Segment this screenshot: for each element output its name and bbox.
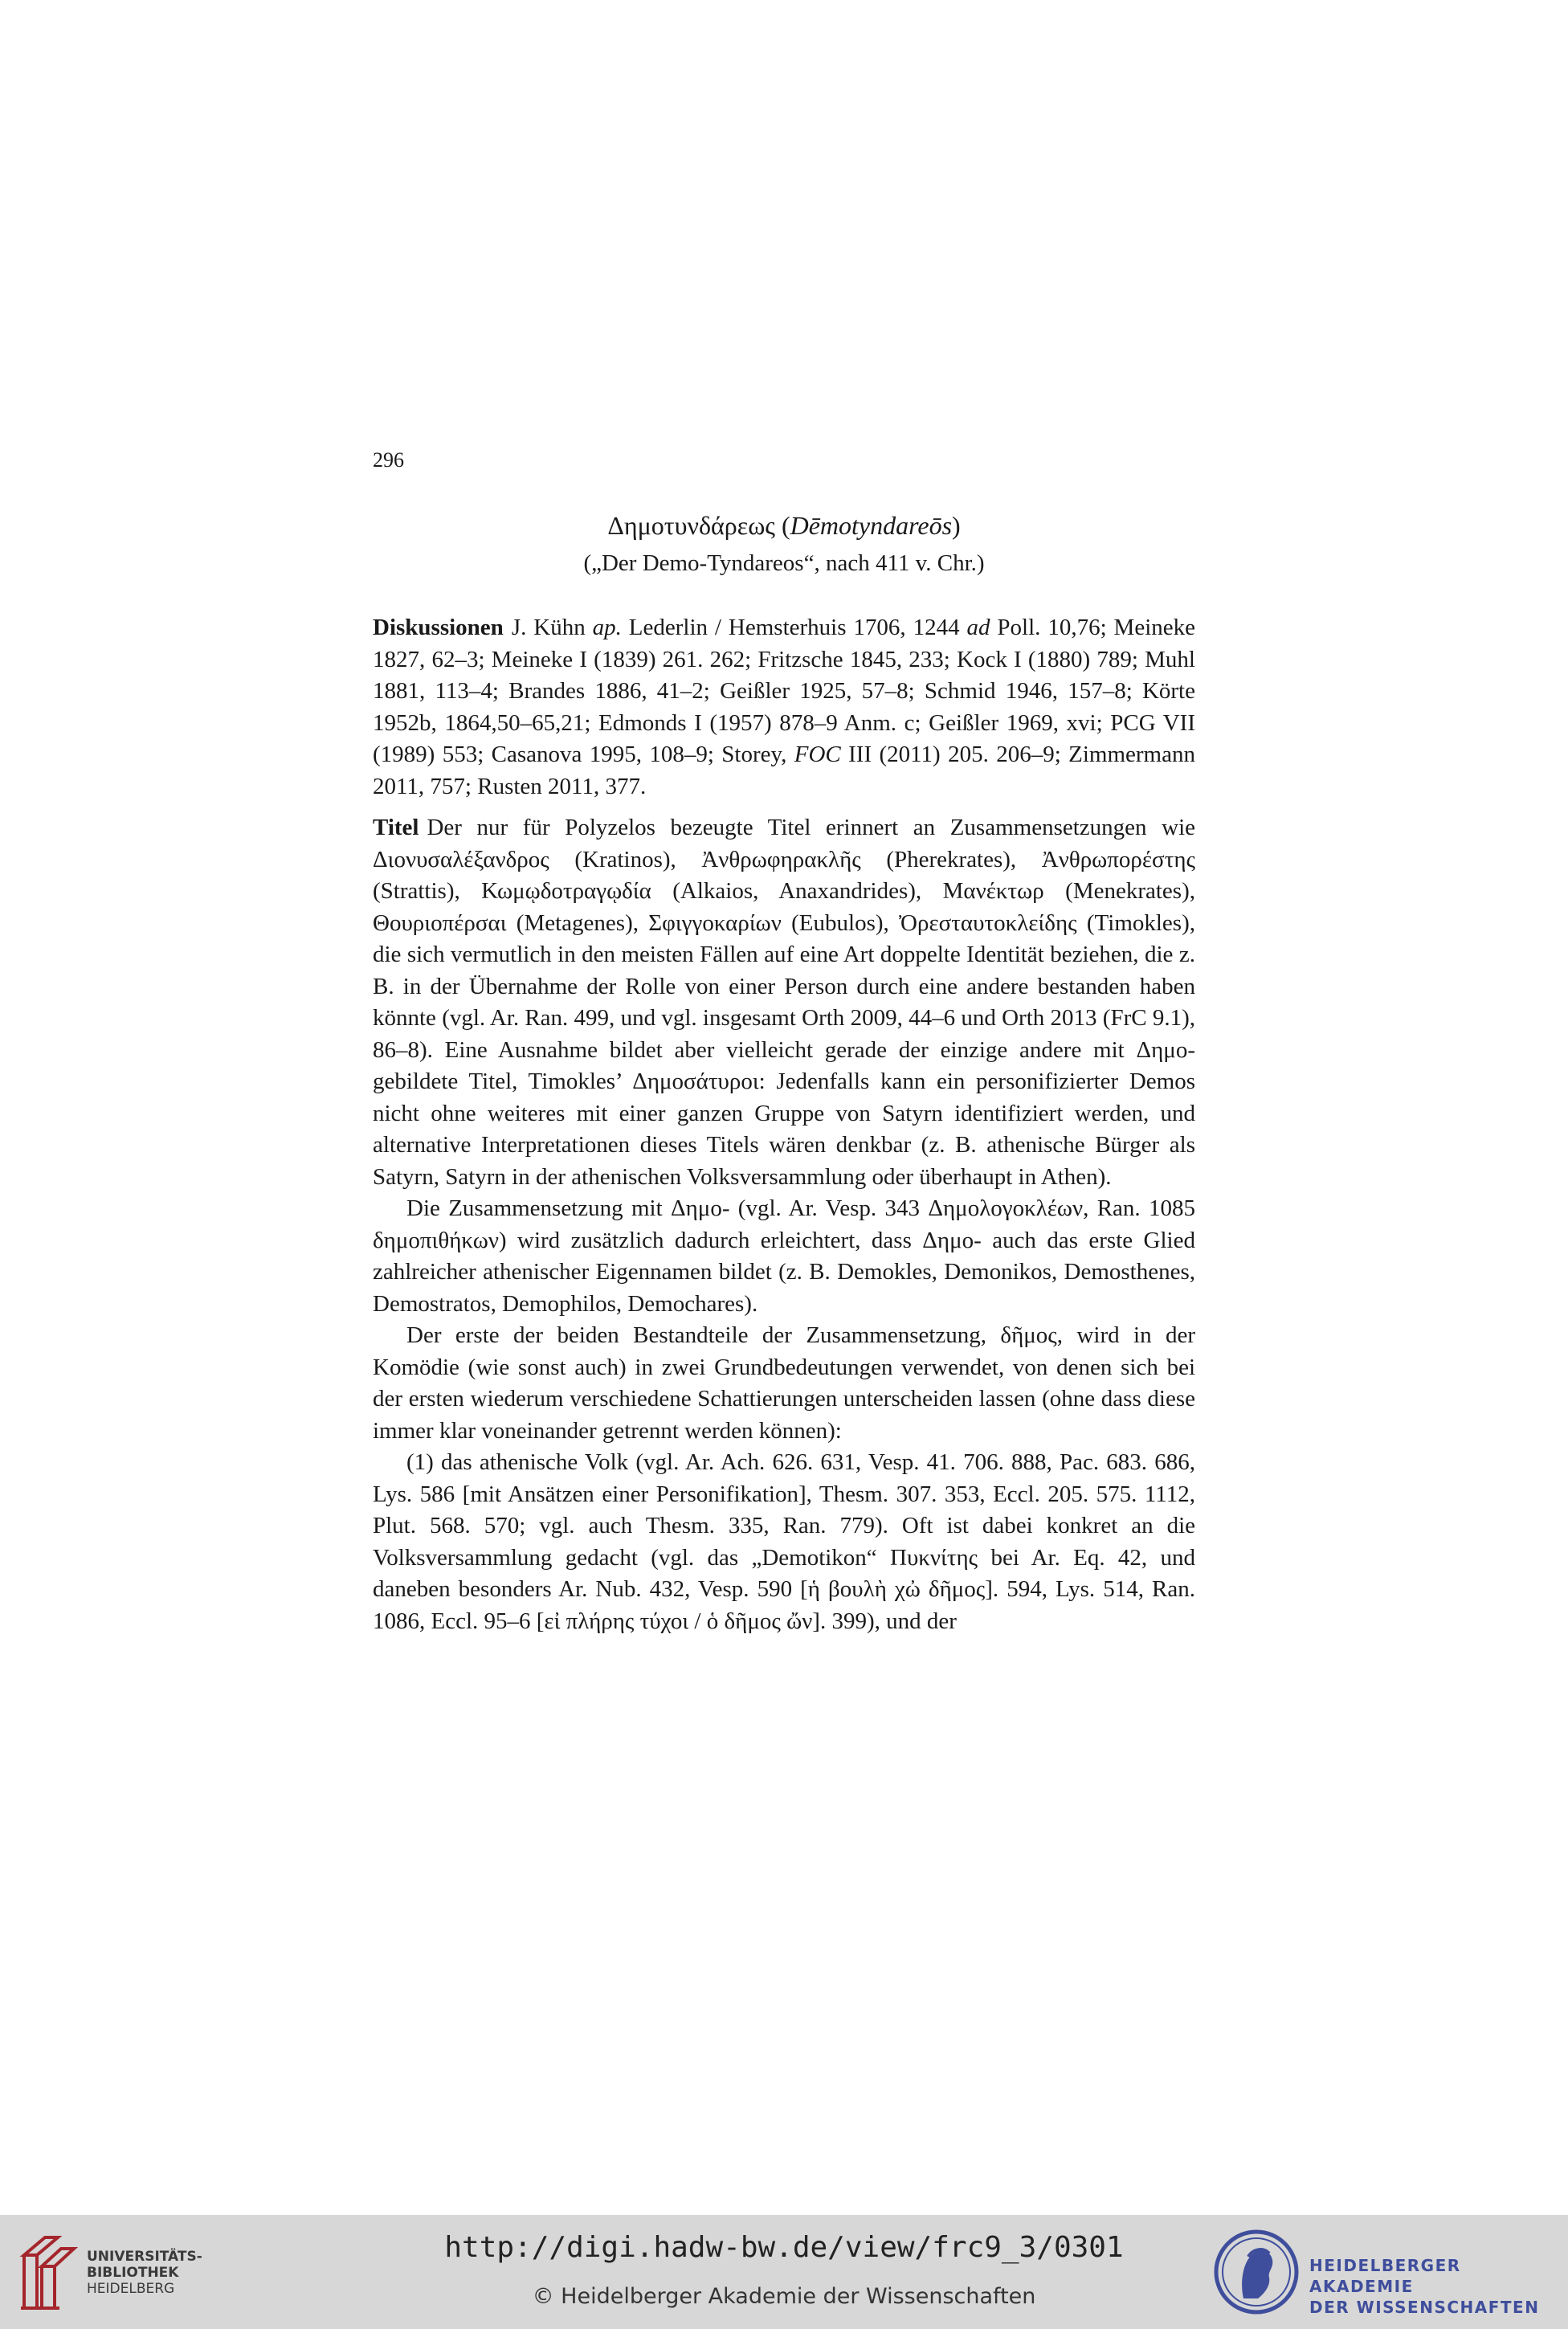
page-number: 296 bbox=[373, 448, 404, 472]
footer-url-link[interactable]: http://digi.hadw-bw.de/view/frc9_3/0301 bbox=[444, 2231, 1124, 2264]
paragraph-4: (1) das athenische Volk (vgl. Ar. Ach. 626. 631, Vesp. 41. 706. 888, Pac. 683. 686, Lys. 586 [mit Ansätzen einer Personifikation], Thesm. 307. 353, Eccl. 205. 575. 1112, Plut. 568. 570; vgl. auch Thesm. 335, Ran. 779). Oft ist dabei konkret an die Volksversammlung gedacht (vgl. das „Demotikon“ Πυκνίτης bei Ar. Eq. 42, und daneben besonders Ar. Nub. 432, Vesp. 590 [ἡ βουλὴ χὠ δῆμος]. 594, Lys. 514, Ran. 1086, Eccl. 95–6 [εἰ πλήρης τύχοι / ὁ δῆμος ὤν]. 399), und der bbox=[373, 1449, 1195, 1634]
title-block bbox=[373, 508, 1195, 580]
ub-line-2: BIBLIOTHEK bbox=[87, 2265, 179, 2281]
footer-copyright: © Heidelberger Akademie der Wissenschaften bbox=[532, 2284, 1036, 2309]
title-greek: Δημοτυνδάρεως bbox=[607, 511, 775, 540]
hadw-line-1: HEIDELBERGER AKADEMIE bbox=[1309, 2256, 1461, 2296]
hadw-logo[interactable] bbox=[1211, 2225, 1557, 2319]
paragraph-3: Der erste der beiden Bestandteile der Zusammensetzung, δῆμος, wird in der Komödie (wie sonst auch) in zwei Grundbedeutungen verwendet, von denen sich bei der ersten wiederum verschiedene Schattierungen unterscheiden lassen (ohne dass diese immer klar voneinander getrennt werden können): bbox=[373, 1322, 1195, 1444]
page-title: Δημοτυνδάρεως (Dēmotyndareōs) bbox=[607, 511, 961, 540]
title-latin: Dēmotyndareōs bbox=[790, 511, 953, 540]
diskussionen-label: Diskussionen bbox=[373, 615, 504, 640]
hadw-seal-icon bbox=[1211, 2225, 1301, 2319]
diskussionen-paragraph: Diskussionen J. Kühn ap. Lederlin / Hemsterhuis 1706, 1244 ad Poll. 10,76; Meineke 1827, 62–3; Meineke I (1839) 261. 262; Fritzsche 1845, 233; Kock I (1880) 789; Muhl 1881, 113–4; Brandes 1886, 41–2; Geißler 1925, 57–8; Schmid 1946, 157–8; Körte 1952b, 1864,50–65,21; Edmonds I (1957) 878–9 Anm. c; Geißler 1969, xvi; PCG VII (1989) 553; Casanova 1995, 108–9; Storey, FOC III (2011) 205. 206–9; Zimmermann 2011, 757; Rusten 2011, 377. bbox=[373, 615, 1196, 799]
footer-bar bbox=[0, 2215, 1568, 2329]
titel-paragraph: Titel Der nur für Polyzelos bezeugte Titel erinnert an Zusammensetzungen wie Διονυσαλέξανδρος (Kratinos), Ἀνθρωφηρακλῆς (Pherekrates), Ἀνθρωπορέστης (Strattis), Κωμῳδοτραγῳδία (Alkaios, Anaxandrides), Μανέκτωρ (Menekrates), Θουριοπέρσαι (Metagenes), Σφιγγοκαρίων (Eubulos), Ὀρεσταυτοκλείδης (Timokles), die sich vermutlich in den meisten Fällen auf eine Art doppelte Identität beziehen, die z. B. in der Übernahme der Rolle von einer Person durch eine andere bestanden haben könnte (vgl. Ar. Ran. 499, und vgl. insgesamt Orth 2009, 44–6 und Orth 2013 (FrC 9.1), 86–8). Eine Ausnahme bildet aber vielleicht gerade der einzige andere mit Δημο- gebildete Titel, Timokles’ Δημοσάτυροι: Jedenfalls kann ein personifizierter Demos nicht ohne weiteres mit einer ganzen Gruppe von Satyrn identifiziert werden, und alternative Interpretationen dieses Titels wären denkbar (z. B. athenische Bürger als Satyrn, Satyrn in der athenischen Volksversammlung oder überhaupt in Athen). bbox=[373, 815, 1195, 1190]
hadw-line-2: DER WISSENSCHAFTEN bbox=[1309, 2298, 1540, 2317]
ub-line-1: UNIVERSITÄTS- bbox=[87, 2249, 202, 2265]
page-subtitle: („Der Demo-Tyndareos“, nach 411 v. Chr.) bbox=[583, 550, 985, 576]
ub-line-3: HEIDELBERG bbox=[87, 2281, 175, 2297]
body-text bbox=[373, 612, 1195, 1637]
titel-label: Titel bbox=[373, 815, 419, 840]
paragraph-2: Die Zusammensetzung mit Δημο- (vgl. Ar. Vesp. 343 Δημολογοκλέων, Ran. 1085 δημοπιθήκων) wird zusätzlich dadurch erleichtert, dass Δημο- auch das erste Glied zahlreicher athenischer Eigennamen bildet (z. B. Demokles, Demonikos, Demosthenes, Demostratos, Demophilos, Demochares). bbox=[373, 1195, 1195, 1317]
